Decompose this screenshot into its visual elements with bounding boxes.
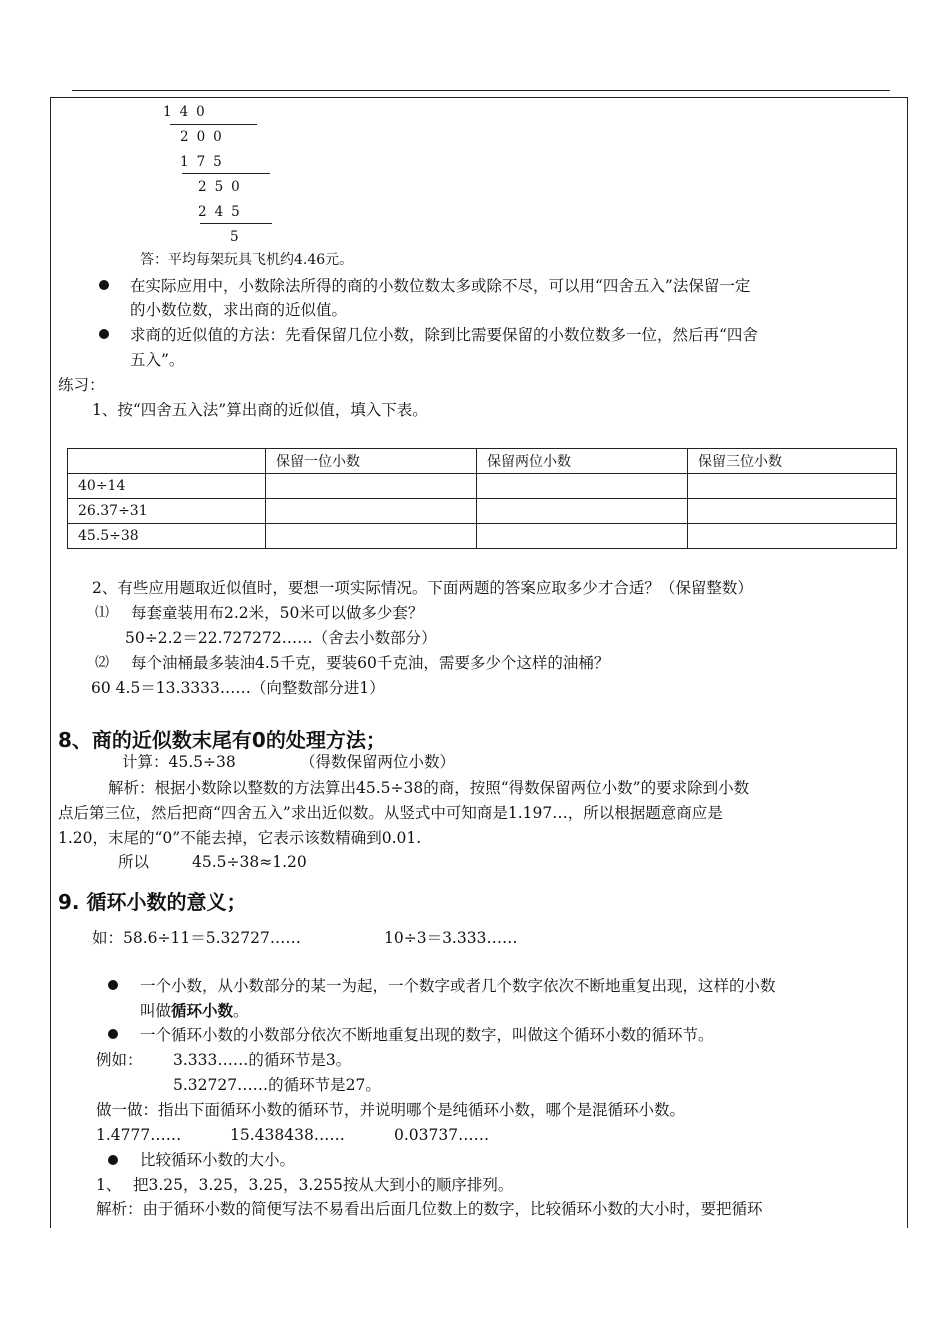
table-cell: 45.5÷38 xyxy=(68,524,266,549)
bullet-2-line-1: 求商的近似值的方法：先看保留几位小数，除到比需要保留的小数位数多一位，然后再“四舍 xyxy=(130,326,758,344)
table-cell[interactable] xyxy=(688,474,897,499)
division-row-1: 140 xyxy=(163,104,213,120)
table-cell: 26.37÷31 xyxy=(68,499,266,524)
division-row-4: 250 xyxy=(198,179,248,195)
table-header-cell xyxy=(68,449,266,474)
definition-2: 一个循环小数的小数部分依次不断地重复出现的数字，叫做这个循环小数的循环节。 xyxy=(140,1026,714,1044)
table-row xyxy=(68,499,897,524)
division-row-3: 175 xyxy=(180,154,230,170)
bullet-icon xyxy=(99,280,109,290)
section-9-example-2: 10÷3＝3.333…… xyxy=(384,929,518,947)
problem-2-text: 每个油桶最多装油4.5千克，要装60千克油，需要多少个这样的油桶？ xyxy=(131,654,610,672)
problem-1-calc: 50÷2.2＝22.727272……（舍去小数部分） xyxy=(125,629,437,647)
section-8-heading: 8、商的近似数末尾有0的处理方法； xyxy=(58,728,386,752)
example-2: 5.32727……的循环节是27。 xyxy=(173,1076,381,1094)
division-line xyxy=(200,223,272,224)
header-rule xyxy=(72,90,890,91)
section-8-so: 所以 xyxy=(118,853,150,871)
approximation-table xyxy=(67,448,897,549)
table-cell[interactable] xyxy=(477,524,688,549)
bullet-icon xyxy=(99,329,109,339)
bullet-1-line-2: 的小数位数，求出商的近似值。 xyxy=(130,301,348,319)
table-cell[interactable] xyxy=(688,524,897,549)
table-cell[interactable] xyxy=(477,499,688,524)
section-8-calc: 计算：45.5÷38 xyxy=(122,753,236,771)
table-row xyxy=(68,524,897,549)
problem-2-number: ⑵ xyxy=(95,655,109,671)
definition-line-2: 叫做循环小数。 xyxy=(140,1001,249,1020)
try-it-instruction: 做一做：指出下面循环小数的循环节，并说明哪个是纯循环小数，哪个是混循环小数。 xyxy=(96,1101,686,1119)
division-line xyxy=(170,124,257,125)
problem-2-calc: 60 4.5＝13.3333……（向整数部分进1） xyxy=(91,679,385,697)
practice-label: 练习： xyxy=(58,376,105,394)
bullet-icon xyxy=(108,1155,118,1165)
number-3: 0.03737…… xyxy=(394,1126,490,1144)
table-cell[interactable] xyxy=(266,524,477,549)
section-8-analysis-line-2: 点后第三位，然后把商“四舍五入”求出近似数。从竖式中可知商是1.197…，所以根据题意商应是 xyxy=(58,804,723,822)
term-recurring-decimal: 循环小数 xyxy=(171,1001,234,1020)
section-8-analysis-line-3: 1.20，末尾的“0”不能去掉，它表示该数精确到0.01. xyxy=(58,829,422,847)
number-1: 1.4777…… xyxy=(96,1126,182,1144)
table-cell: 40÷14 xyxy=(68,474,266,499)
section-9-example-1: 如：58.6÷11＝5.32727…… xyxy=(92,929,301,947)
bullet-icon xyxy=(108,980,118,990)
bullet-icon xyxy=(108,1029,118,1039)
table-cell[interactable] xyxy=(266,474,477,499)
table-header-cell: 保留一位小数 xyxy=(266,449,477,474)
table-cell[interactable] xyxy=(266,499,477,524)
section-9-heading: 9. 循环小数的意义； xyxy=(58,890,247,914)
practice-question-2: 2、有些应用题取近似值时，要想一项实际情况。下面两题的答案应取多少才合适？（保留整数） xyxy=(92,579,753,597)
problem-1-text: 每套童装用布2.2米，50米可以做多少套？ xyxy=(131,604,424,622)
number-2: 15.438438…… xyxy=(230,1126,345,1144)
task-text: 把3.25，3.25，3.25，3.255按从大到小的顺序排列。 xyxy=(133,1176,514,1194)
division-row-2: 200 xyxy=(180,129,230,145)
division-row-5: 245 xyxy=(198,204,248,220)
table-header-cell: 保留两位小数 xyxy=(477,449,688,474)
table-row xyxy=(68,474,897,499)
table-cell[interactable] xyxy=(688,499,897,524)
example-1: 3.333……的循环节是3。 xyxy=(173,1051,352,1069)
answer-text: 答：平均每架玩具飞机约4.46元。 xyxy=(140,252,354,268)
definition-line-1: 一个小数，从小数部分的某一为起，一个数字或者几个数字依次不断地重复出现，这样的小数 xyxy=(140,977,776,995)
analysis-text: 解析：由于循环小数的简便写法不易看出后面几位数上的数字，比较循环小数的大小时，要把循环 xyxy=(96,1200,763,1218)
section-8-calc-note: （得数保留两位小数） xyxy=(300,753,456,771)
division-row-6: 5 xyxy=(230,229,247,245)
task-number: 1、 xyxy=(96,1176,122,1194)
problem-1-number: ⑴ xyxy=(95,605,109,621)
table-header-row xyxy=(68,449,897,474)
bullet-1-line-1: 在实际应用中，小数除法所得的商的小数位数太多或除不尽，可以用“四舍五入”法保留一定 xyxy=(130,277,751,295)
section-8-analysis-line-1: 解析：根据小数除以整数的方法算出45.5÷38的商，按照“得数保留两位小数”的要求除到小数 xyxy=(108,779,750,797)
division-line xyxy=(182,173,270,174)
section-8-result: 45.5÷38≈1.20 xyxy=(192,853,307,871)
practice-question-1: 1、按“四舍五入法”算出商的近似值，填入下表。 xyxy=(92,401,428,419)
example-label: 例如： xyxy=(96,1051,143,1069)
table-header-cell: 保留三位小数 xyxy=(688,449,897,474)
bullet-2-line-2: 五入”。 xyxy=(130,351,185,369)
table-cell[interactable] xyxy=(477,474,688,499)
compare-text: 比较循环小数的大小。 xyxy=(140,1151,296,1169)
